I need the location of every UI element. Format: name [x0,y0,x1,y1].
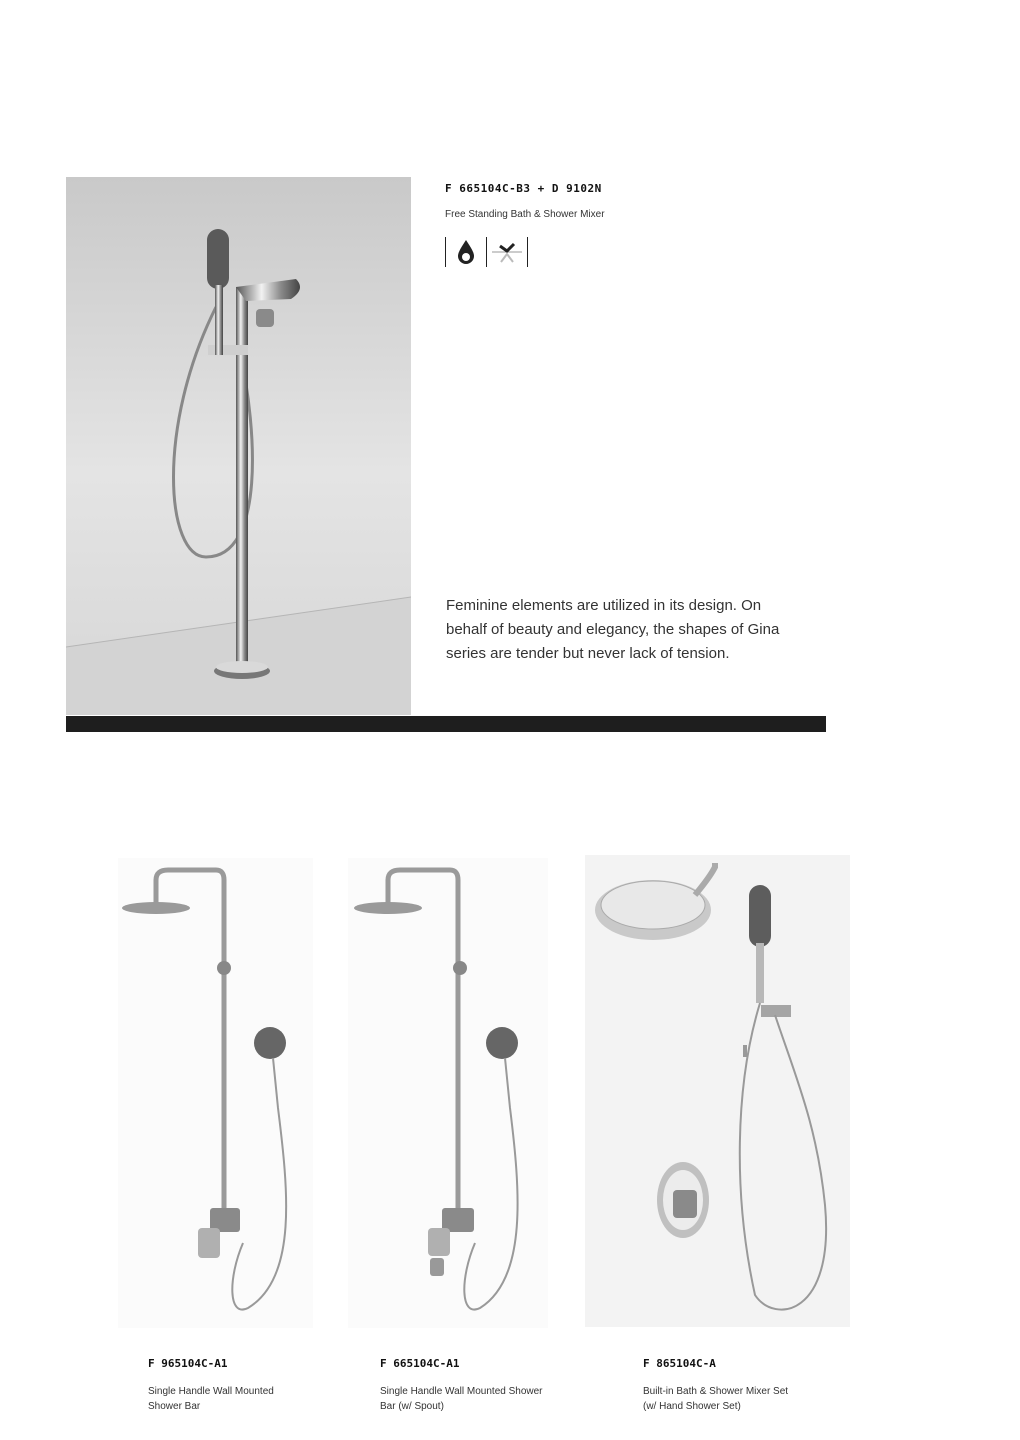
feature-icons [445,236,528,268]
product-code: F 665104C-A1 [380,1357,460,1370]
divider [527,237,528,267]
product-name-line: Shower Bar [148,1401,201,1412]
shower-bar-spout-illustration [348,858,548,1328]
shower-bar-illustration [118,858,313,1328]
product-image [585,855,850,1327]
product-image [118,858,313,1328]
mixer-function-icon [487,237,527,267]
water-saving-icon [446,237,486,267]
built-in-mixer-set-illustration [585,855,850,1327]
feature-product-subtitle: Free Standing Bath & Shower Mixer [445,209,605,220]
hero-product-image [66,177,411,715]
product-code: F 965104C-A1 [148,1357,228,1370]
product-name [148,1384,274,1414]
dark-band-divider [66,716,826,732]
product-name-line: Single Handle Wall Mounted [148,1386,274,1397]
product-name-line: (w/ Hand Shower Set) [643,1401,741,1412]
freestanding-mixer-illustration [66,177,411,715]
product-name-line: Single Handle Wall Mounted Shower [380,1386,543,1397]
product-name [380,1384,543,1414]
product-name [643,1384,788,1414]
product-name-line: Bar (w/ Spout) [380,1401,444,1412]
product-image [348,858,548,1328]
product-code: F 865104C-A [643,1357,716,1370]
feature-description: Feminine elements are utilized in its design. On behalf of beauty and elegancy, the shapes of Gina series are tender but never lack of tension. [446,597,780,662]
feature-product-code: F 665104C-B3 + D 9102N [445,182,602,195]
product-name-line: Built-in Bath & Shower Mixer Set [643,1386,789,1397]
